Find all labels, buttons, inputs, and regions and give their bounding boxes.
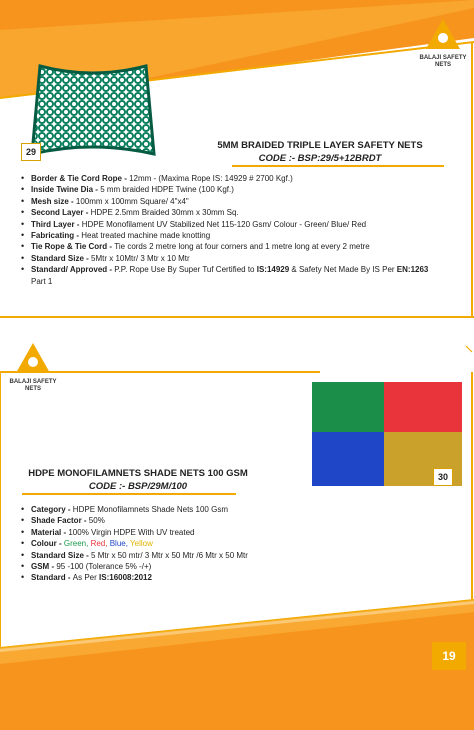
- spec-item: • Material - 100% Virgin HDPE With UV treated: [20, 527, 420, 538]
- spec-item: • Mesh size - 100mm x 100mm Square/ 4"x4": [20, 196, 444, 207]
- product-29-image: [22, 60, 162, 160]
- product-30-number: 30: [433, 468, 453, 486]
- product-30-title: HDPE MONOFILAMNETS SHADE NETS 100 GSM: [28, 468, 248, 479]
- spec-item: • Second Layer - HDPE 2.5mm Braided 30mm x 30mm Sq.: [20, 207, 444, 218]
- product-30-title-divider: [22, 493, 236, 495]
- brand-name: BALAJI SAFETY NETS: [419, 55, 467, 68]
- spec-item: • Standard Size - 5Mtr x 10Mtr/ 3 Mtr x 10 Mtr: [20, 253, 444, 264]
- product-29-specs: [20, 173, 444, 287]
- spec-item: • Standard Size - 5 Mtr x 50 mtr/ 3 Mtr x 50 Mtr /6 Mtr x 50 Mtr: [20, 550, 420, 561]
- product-29-title-divider: [232, 165, 444, 167]
- spec-item: • GSM - 95 -100 (Tolerance 5% -/+): [20, 561, 420, 572]
- page-number: 19: [432, 642, 466, 670]
- product-29-heading: [190, 139, 450, 165]
- shade-net-red-swatch: [384, 382, 462, 432]
- product-29-code: CODE :- BSP:29/5+12BRDT: [258, 153, 382, 164]
- brand-name: BALAJI SAFETY NETS: [9, 379, 57, 392]
- spec-item: • Shade Factor - 50%: [20, 515, 420, 526]
- product-30-specs: [20, 504, 420, 584]
- spec-item-standard: • Standard - As Per IS:16008:2012: [20, 572, 420, 583]
- spec-item: • Category - HDPE Monofilamnets Shade Nets 100 Gsm: [20, 504, 420, 515]
- spec-item: • Inside Twine Dia - 5 mm braided HDPE Twine (100 Kgf.): [20, 184, 444, 195]
- spec-item: • Third Layer - HDPE Monofilament UV Stabilized Net 115-120 Gsm/ Colour - Green/ Blue/ Red: [20, 219, 444, 230]
- shade-net-green-swatch: [312, 382, 384, 432]
- spec-item: • Tie Rope & Tie Cord - Tie cords 2 metre long at four corners and 1 metre long at every 2 metre: [20, 241, 444, 252]
- spec-item: • Fabricating - Heat treated machine made knotting: [20, 230, 444, 241]
- product-30-heading: [18, 467, 258, 493]
- spec-item: • Border & Tie Cord Rope - 12mm - (Maxima Rope IS: 14929 # 2700 Kgf.): [20, 173, 444, 184]
- brand-logo-top: [418, 18, 468, 69]
- brand-triangle-icon: [15, 342, 51, 374]
- brand-logo-bottom: [8, 342, 58, 393]
- product-29-title: 5MM BRAIDED TRIPLE LAYER SAFETY NETS: [217, 140, 423, 151]
- shade-net-blue-swatch: [312, 432, 384, 486]
- product-29-number: 29: [21, 143, 41, 161]
- brand-triangle-icon: [425, 18, 461, 50]
- spec-item-standard: • Standard/ Approved - P.P. Rope Use By Super Tuf Certified to IS:14929 & Safety Net Made By IS Per EN:1263 Part 1: [20, 264, 444, 287]
- spec-item-colour: • Colour - Green, Red, Blue, Yellow: [20, 538, 420, 549]
- product-30-code: CODE :- BSP/29M/100: [88, 481, 188, 492]
